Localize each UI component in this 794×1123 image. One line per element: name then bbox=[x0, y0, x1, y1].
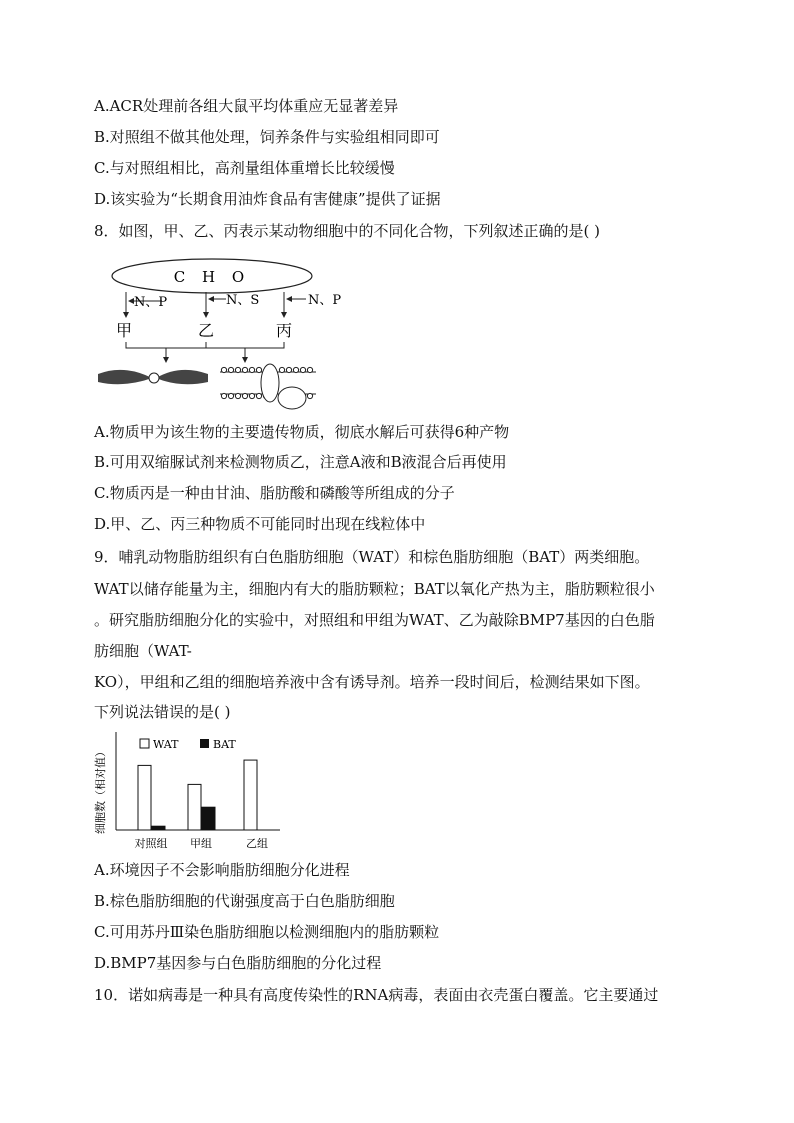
option-9c: C.可用苏丹Ⅲ染色脂肪细胞以检测细胞内的脂肪颗粒 bbox=[94, 923, 440, 941]
option-8b: B.可用双缩脲试剂来检测物质乙，注意A液和B液混合后再使用 bbox=[94, 453, 507, 471]
question-9-line-2: WAT以储存能量为主，细胞内有大的脂肪颗粒；BAT以氧化产热为主，脂肪颗粒很小 bbox=[94, 580, 655, 598]
y-axis-label: 细胞数（相对值） bbox=[94, 746, 107, 834]
bar-bat-0 bbox=[152, 826, 165, 830]
legend-wat-label: WAT bbox=[153, 738, 179, 751]
bar-wat-0 bbox=[138, 765, 151, 830]
label-bing: 丙 bbox=[276, 321, 293, 340]
bar-bat-1 bbox=[202, 807, 215, 830]
label-ns: N、S bbox=[226, 293, 260, 308]
question-9-line-6: 下列说法错误的是( ) bbox=[94, 703, 231, 721]
label-jia: 甲 bbox=[116, 321, 133, 340]
option-8a: A.物质甲为该生物的主要遗传物质，彻底水解后可获得6种产物 bbox=[94, 423, 510, 441]
option-7b: B.对照组不做其他处理，饲养条件与实验组相同即可 bbox=[94, 128, 440, 146]
option-9a: A.环境因子不会影响脂肪细胞分化进程 bbox=[94, 861, 350, 879]
option-8c: C.物质丙是一种由甘油、脂肪酸和磷酸等所组成的分子 bbox=[94, 484, 455, 502]
option-9d: D.BMP7基因参与白色脂肪细胞的分化过程 bbox=[94, 954, 382, 972]
question-8: 8．如图，甲、乙、丙表示某动物细胞中的不同化合物，下列叙述正确的是( ) bbox=[94, 222, 601, 240]
question-10: 10．诺如病毒是一种具有高度传染性的RNA病毒，表面由衣壳蛋白覆盖。它主要通过 bbox=[94, 986, 659, 1004]
bar-wat-1 bbox=[188, 784, 201, 830]
option-7c: C.与对照组相比，高剂量组体重增长比较缓慢 bbox=[94, 159, 395, 177]
x-tick-label: 甲组 bbox=[190, 837, 212, 850]
legend-bat-label: BAT bbox=[213, 738, 236, 751]
question-9-line-5: KO），甲组和乙组的细胞培养液中含有诱导剂。培养一段时间后，检测结果如下图。 bbox=[94, 673, 650, 691]
x-tick-label: 对照组 bbox=[134, 837, 168, 850]
label-np-left: N、P bbox=[134, 295, 168, 310]
option-7d: D.该实验为“长期食用油炸食品有害健康”提供了证据 bbox=[94, 190, 441, 208]
legend bbox=[140, 738, 236, 751]
question-9-line-1: 9．哺乳动物脂肪组织有白色脂肪细胞（WAT）和棕色脂肪细胞（BAT）两类细胞。 bbox=[94, 548, 650, 566]
option-7a: A.ACR处理前各组大鼠平均体重应无显著差异 bbox=[94, 97, 399, 115]
legend-wat-swatch bbox=[140, 739, 149, 748]
label-np-right: N、P bbox=[308, 293, 342, 308]
legend-bat-swatch bbox=[200, 739, 209, 748]
option-8d: D.甲、乙、丙三种物质不可能同时出现在线粒体中 bbox=[94, 515, 426, 533]
chromosome-icon bbox=[98, 370, 208, 384]
label-yi: 乙 bbox=[198, 321, 215, 340]
compound-diagram bbox=[94, 254, 364, 414]
question-9-line-3: 。研究脂肪细胞分化的实验中，对照组和甲组为WAT、乙为敲除BMP7基因的白色脂 bbox=[94, 611, 655, 629]
bar-wat-2 bbox=[244, 760, 257, 830]
question-9-line-4: 肪细胞（WAT- bbox=[94, 642, 192, 660]
cell-count-chart bbox=[94, 730, 268, 855]
x-tick-label: 乙组 bbox=[246, 837, 268, 850]
option-9b: B.棕色脂肪细胞的代谢强度高于白色脂肪细胞 bbox=[94, 892, 395, 910]
membrane-icon bbox=[220, 364, 316, 409]
element-letters: C H O bbox=[173, 268, 251, 286]
